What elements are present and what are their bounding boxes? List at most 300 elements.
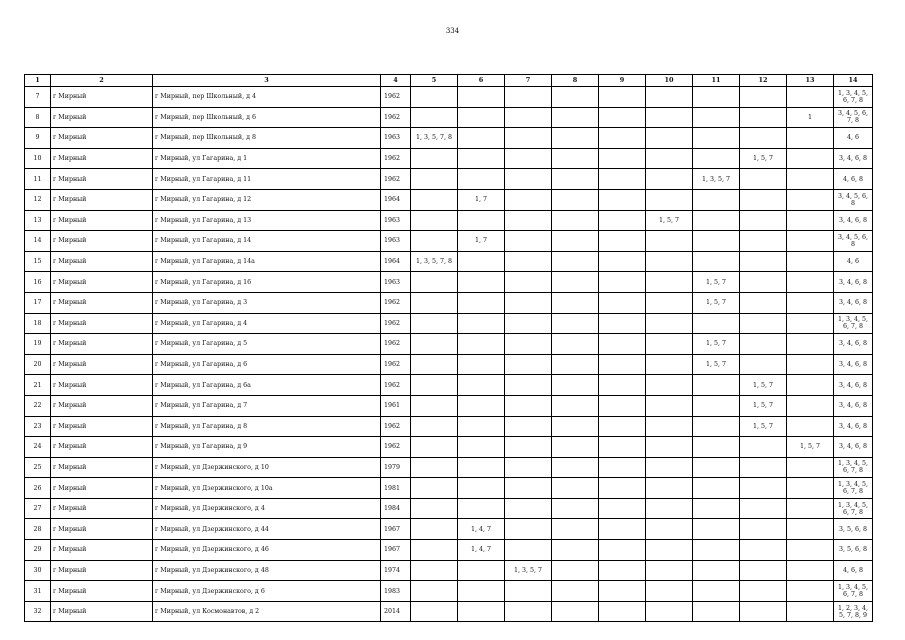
table-cell-col-10 <box>646 457 693 478</box>
table-cell-col-13 <box>787 581 834 602</box>
table-row <box>25 601 873 622</box>
table-cell-col-5 <box>411 416 458 437</box>
table-cell-col-4: 2014 <box>381 601 411 622</box>
table-cell-col-3: г Мирный, пер Школьный, д 6 <box>153 107 381 128</box>
table-cell-col-11 <box>693 395 740 416</box>
table-cell-col-3: г Мирный, ул Дзержинского, д 10а <box>153 478 381 499</box>
table-cell-col-10 <box>646 148 693 169</box>
table-cell-col-5 <box>411 601 458 622</box>
table-cell-col-4: 1962 <box>381 437 411 458</box>
table-row <box>25 313 873 334</box>
table-cell-col-6 <box>458 210 505 231</box>
table-cell-col-3: г Мирный, ул Дзержинского, д 6 <box>153 581 381 602</box>
table-cell-col-2: г Мирный <box>51 272 153 293</box>
table-cell-col-11 <box>693 581 740 602</box>
table-cell-col-10 <box>646 478 693 499</box>
table-cell-col-11 <box>693 189 740 210</box>
table-cell-col-3: г Мирный, ул Гагарина, д 12 <box>153 189 381 210</box>
table-cell-col-9 <box>599 457 646 478</box>
table-cell-col-3: г Мирный, ул Дзержинского, д 44 <box>153 519 381 540</box>
table-cell-col-6 <box>458 169 505 190</box>
table-cell-col-9 <box>599 292 646 313</box>
table-row <box>25 189 873 210</box>
table-cell-col-7 <box>505 87 552 108</box>
table-cell-col-13 <box>787 601 834 622</box>
table-cell-col-10 <box>646 498 693 519</box>
table-cell-col-9 <box>599 354 646 375</box>
table-cell-col-14: 1, 3, 4, 5, 6, 7, 8 <box>834 581 873 602</box>
table-cell-col-2: г Мирный <box>51 210 153 231</box>
table-cell-col-7 <box>505 498 552 519</box>
table-cell-col-8 <box>552 581 599 602</box>
table-cell-col-10 <box>646 272 693 293</box>
table-cell-col-14: 3, 4, 6, 8 <box>834 148 873 169</box>
table-cell-col-8 <box>552 375 599 396</box>
table-cell-col-6 <box>458 107 505 128</box>
page-number: 334 <box>445 27 460 35</box>
table-row <box>25 581 873 602</box>
table-cell-col-11: 1, 5, 7 <box>693 354 740 375</box>
table-cell-col-12 <box>740 560 787 581</box>
table-row <box>25 457 873 478</box>
table-cell-col-8 <box>552 292 599 313</box>
table-cell-col-4: 1964 <box>381 251 411 272</box>
table-cell-col-7 <box>505 601 552 622</box>
table-row <box>25 272 873 293</box>
table-cell-col-8 <box>552 498 599 519</box>
table-cell-col-10 <box>646 169 693 190</box>
table-cell-col-11 <box>693 148 740 169</box>
table-cell-col-2: г Мирный <box>51 601 153 622</box>
table-cell-col-9 <box>599 313 646 334</box>
table-cell-col-4: 1962 <box>381 169 411 190</box>
table-cell-col-11: 1, 3, 5, 7 <box>693 169 740 190</box>
table-cell-col-7 <box>505 210 552 231</box>
table-cell-col-7 <box>505 292 552 313</box>
table-cell-col-8 <box>552 478 599 499</box>
table-cell-col-13 <box>787 189 834 210</box>
table-cell-col-10 <box>646 437 693 458</box>
table-cell-col-1: 17 <box>25 292 51 313</box>
table-cell-col-7 <box>505 169 552 190</box>
table-cell-col-1: 22 <box>25 395 51 416</box>
table-cell-col-1: 11 <box>25 169 51 190</box>
table-cell-col-12 <box>740 128 787 149</box>
table-cell-col-5: 1, 3, 5, 7, 8 <box>411 128 458 149</box>
table-cell-col-3: г Мирный, ул Гагарина, д 6 <box>153 354 381 375</box>
table-cell-col-11 <box>693 560 740 581</box>
table-cell-col-3: г Мирный, ул Дзержинского, д 4 <box>153 498 381 519</box>
table-cell-col-7 <box>505 354 552 375</box>
table-cell-col-2: г Мирный <box>51 87 153 108</box>
table-cell-col-7 <box>505 128 552 149</box>
table-cell-col-4: 1962 <box>381 87 411 108</box>
table-cell-col-14: 1, 3, 4, 5, 6, 7, 8 <box>834 478 873 499</box>
table-cell-col-14: 3, 4, 6, 8 <box>834 354 873 375</box>
table-cell-col-1: 14 <box>25 231 51 252</box>
table-cell-col-11 <box>693 251 740 272</box>
table-cell-col-7 <box>505 581 552 602</box>
table-cell-col-6 <box>458 292 505 313</box>
table-cell-col-14: 4, 6, 8 <box>834 560 873 581</box>
table-cell-col-14: 3, 4, 5, 6, 8 <box>834 189 873 210</box>
table-cell-col-13 <box>787 519 834 540</box>
table-cell-col-9 <box>599 251 646 272</box>
table-cell-col-3: г Мирный, ул Дзержинского, д 10 <box>153 457 381 478</box>
table-cell-col-7 <box>505 148 552 169</box>
table-cell-col-4: 1962 <box>381 354 411 375</box>
table-row <box>25 416 873 437</box>
table-cell-col-3: г Мирный, ул Гагарина, д 1 <box>153 148 381 169</box>
table-cell-col-13 <box>787 210 834 231</box>
table-cell-col-4: 1963 <box>381 272 411 293</box>
table-row <box>25 478 873 499</box>
table-cell-col-2: г Мирный <box>51 478 153 499</box>
table-cell-col-12 <box>740 519 787 540</box>
table-cell-col-13 <box>787 540 834 561</box>
table-cell-col-3: г Мирный, ул Гагарина, д 14 <box>153 231 381 252</box>
table-cell-col-1: 9 <box>25 128 51 149</box>
table-cell-col-5 <box>411 313 458 334</box>
table-cell-col-3: г Мирный, ул Гагарина, д 5 <box>153 334 381 355</box>
table-cell-col-11 <box>693 498 740 519</box>
table-cell-col-7 <box>505 478 552 499</box>
table-cell-col-1: 28 <box>25 519 51 540</box>
column-header-4: 4 <box>381 75 411 87</box>
table-cell-col-4: 1963 <box>381 210 411 231</box>
table-cell-col-4: 1967 <box>381 540 411 561</box>
column-header-12: 12 <box>740 75 787 87</box>
table-cell-col-9 <box>599 540 646 561</box>
table-cell-col-11 <box>693 416 740 437</box>
table-cell-col-8 <box>552 313 599 334</box>
table-cell-col-10 <box>646 251 693 272</box>
table-cell-col-3: г Мирный, ул Гагарина, д 11 <box>153 169 381 190</box>
table-cell-col-4: 1962 <box>381 292 411 313</box>
table-cell-col-2: г Мирный <box>51 581 153 602</box>
table-cell-col-12: 1, 5, 7 <box>740 148 787 169</box>
table-cell-col-3: г Мирный, ул Гагарина, д 3 <box>153 292 381 313</box>
table-cell-col-3: г Мирный, ул Гагарина, д 6а <box>153 375 381 396</box>
table-cell-col-8 <box>552 210 599 231</box>
table-cell-col-4: 1962 <box>381 313 411 334</box>
table-cell-col-8 <box>552 128 599 149</box>
table-cell-col-7 <box>505 375 552 396</box>
table-cell-col-11 <box>693 210 740 231</box>
table-cell-col-5: 1, 3, 5, 7, 8 <box>411 251 458 272</box>
table-cell-col-12 <box>740 107 787 128</box>
table-cell-col-10 <box>646 354 693 375</box>
table-cell-col-1: 19 <box>25 334 51 355</box>
table-cell-col-12 <box>740 437 787 458</box>
table-cell-col-12 <box>740 540 787 561</box>
table-cell-col-6 <box>458 395 505 416</box>
table-cell-col-1: 10 <box>25 148 51 169</box>
table-cell-col-13 <box>787 169 834 190</box>
table-cell-col-8 <box>552 107 599 128</box>
table-cell-col-11 <box>693 540 740 561</box>
table-cell-col-9 <box>599 128 646 149</box>
table-cell-col-1: 18 <box>25 313 51 334</box>
table-cell-col-6 <box>458 457 505 478</box>
table-cell-col-13 <box>787 87 834 108</box>
table-row <box>25 148 873 169</box>
table-cell-col-5 <box>411 189 458 210</box>
table-cell-col-12 <box>740 292 787 313</box>
table-cell-col-1: 8 <box>25 107 51 128</box>
table-cell-col-10 <box>646 334 693 355</box>
table-cell-col-5 <box>411 292 458 313</box>
table-cell-col-7 <box>505 272 552 293</box>
table-row <box>25 251 873 272</box>
table-cell-col-3: г Мирный, ул Гагарина, д 16 <box>153 272 381 293</box>
table-cell-col-7 <box>505 313 552 334</box>
table-cell-col-10 <box>646 416 693 437</box>
table-cell-col-2: г Мирный <box>51 498 153 519</box>
table-row <box>25 87 873 108</box>
table-cell-col-7 <box>505 519 552 540</box>
table-cell-col-14: 1, 2, 3, 4, 5, 7, 8, 9 <box>834 601 873 622</box>
table-cell-col-1: 32 <box>25 601 51 622</box>
table-cell-col-5 <box>411 519 458 540</box>
table-row <box>25 334 873 355</box>
table-cell-col-2: г Мирный <box>51 519 153 540</box>
table-row <box>25 498 873 519</box>
header-row <box>25 75 873 87</box>
table-cell-col-14: 3, 4, 6, 8 <box>834 375 873 396</box>
table-cell-col-12 <box>740 210 787 231</box>
table-cell-col-7 <box>505 251 552 272</box>
table-cell-col-9 <box>599 601 646 622</box>
table-cell-col-4: 1962 <box>381 148 411 169</box>
table-cell-col-9 <box>599 210 646 231</box>
table-cell-col-3: г Мирный, ул Дзержинского, д 48 <box>153 560 381 581</box>
table-cell-col-4: 1962 <box>381 416 411 437</box>
table-cell-col-9 <box>599 416 646 437</box>
column-header-9: 9 <box>599 75 646 87</box>
table-cell-col-4: 1964 <box>381 189 411 210</box>
table-cell-col-13 <box>787 128 834 149</box>
table-row <box>25 231 873 252</box>
table-cell-col-12: 1, 5, 7 <box>740 416 787 437</box>
table-cell-col-13 <box>787 395 834 416</box>
table-cell-col-6: 1, 7 <box>458 189 505 210</box>
table-cell-col-11 <box>693 87 740 108</box>
table-cell-col-5 <box>411 354 458 375</box>
table-cell-col-11 <box>693 231 740 252</box>
table-cell-col-13 <box>787 313 834 334</box>
table-cell-col-6 <box>458 601 505 622</box>
table-cell-col-8 <box>552 601 599 622</box>
table-cell-col-9 <box>599 581 646 602</box>
table-cell-col-8 <box>552 354 599 375</box>
column-header-8: 8 <box>552 75 599 87</box>
table-cell-col-9 <box>599 498 646 519</box>
column-header-6: 6 <box>458 75 505 87</box>
column-header-11: 11 <box>693 75 740 87</box>
table-cell-col-4: 1979 <box>381 457 411 478</box>
table-cell-col-9 <box>599 519 646 540</box>
table-cell-col-5 <box>411 478 458 499</box>
table-cell-col-9 <box>599 334 646 355</box>
table-cell-col-5 <box>411 148 458 169</box>
table-cell-col-9 <box>599 272 646 293</box>
table-cell-col-6 <box>458 498 505 519</box>
table-cell-col-5 <box>411 334 458 355</box>
table-cell-col-1: 12 <box>25 189 51 210</box>
table-cell-col-2: г Мирный <box>51 189 153 210</box>
table-cell-col-10 <box>646 581 693 602</box>
table-cell-col-13 <box>787 498 834 519</box>
table-cell-col-12 <box>740 169 787 190</box>
table-cell-col-1: 16 <box>25 272 51 293</box>
table-row <box>25 437 873 458</box>
table-cell-col-7 <box>505 107 552 128</box>
table-cell-col-2: г Мирный <box>51 251 153 272</box>
table-cell-col-9 <box>599 478 646 499</box>
table-cell-col-13 <box>787 457 834 478</box>
table-cell-col-5 <box>411 375 458 396</box>
table-cell-col-3: г Мирный, ул Гагарина, д 14а <box>153 251 381 272</box>
table-cell-col-5 <box>411 457 458 478</box>
table-cell-col-4: 1963 <box>381 128 411 149</box>
table-cell-col-3: г Мирный, ул Космонавтов, д 2 <box>153 601 381 622</box>
table-cell-col-8 <box>552 416 599 437</box>
table-cell-col-14: 3, 4, 5, 6, 7, 8 <box>834 107 873 128</box>
table-cell-col-6 <box>458 437 505 458</box>
table-cell-col-12 <box>740 272 787 293</box>
table-row <box>25 169 873 190</box>
table-cell-col-1: 21 <box>25 375 51 396</box>
table-cell-col-14: 4, 6 <box>834 251 873 272</box>
table-cell-col-6 <box>458 375 505 396</box>
table-cell-col-8 <box>552 169 599 190</box>
table-cell-col-6 <box>458 334 505 355</box>
table-cell-col-11 <box>693 375 740 396</box>
column-header-2: 2 <box>51 75 153 87</box>
table-cell-col-5 <box>411 560 458 581</box>
table-cell-col-8 <box>552 251 599 272</box>
table-cell-col-14: 3, 4, 6, 8 <box>834 210 873 231</box>
table-cell-col-12: 1, 5, 7 <box>740 375 787 396</box>
table-cell-col-10 <box>646 87 693 108</box>
table-cell-col-12: 1, 5, 7 <box>740 395 787 416</box>
table-cell-col-8 <box>552 272 599 293</box>
table-cell-col-9 <box>599 395 646 416</box>
table-cell-col-9 <box>599 87 646 108</box>
table-cell-col-9 <box>599 231 646 252</box>
table-cell-col-12 <box>740 354 787 375</box>
table-cell-col-6 <box>458 128 505 149</box>
table-cell-col-10 <box>646 560 693 581</box>
table-cell-col-6 <box>458 416 505 437</box>
table-cell-col-6 <box>458 581 505 602</box>
table-cell-col-7 <box>505 395 552 416</box>
table-cell-col-11 <box>693 313 740 334</box>
table-cell-col-11 <box>693 519 740 540</box>
table-cell-col-7 <box>505 416 552 437</box>
table-cell-col-2: г Мирный <box>51 437 153 458</box>
table-cell-col-9 <box>599 375 646 396</box>
table-row <box>25 375 873 396</box>
table-cell-col-6: 1, 4, 7 <box>458 540 505 561</box>
table-cell-col-9 <box>599 560 646 581</box>
table-cell-col-10: 1, 5, 7 <box>646 210 693 231</box>
table-cell-col-9 <box>599 107 646 128</box>
table-cell-col-8 <box>552 148 599 169</box>
table-cell-col-8 <box>552 457 599 478</box>
table-cell-col-5 <box>411 437 458 458</box>
table-cell-col-2: г Мирный <box>51 231 153 252</box>
table-cell-col-3: г Мирный, пер Школьный, д 4 <box>153 87 381 108</box>
table-cell-col-2: г Мирный <box>51 107 153 128</box>
table-cell-col-4: 1974 <box>381 560 411 581</box>
table-cell-col-14: 1, 3, 4, 5, 6, 7, 8 <box>834 498 873 519</box>
table-cell-col-6 <box>458 560 505 581</box>
column-header-10: 10 <box>646 75 693 87</box>
table-cell-col-13 <box>787 251 834 272</box>
table-cell-col-6 <box>458 354 505 375</box>
table-row <box>25 128 873 149</box>
table-cell-col-5 <box>411 272 458 293</box>
table-cell-col-5 <box>411 231 458 252</box>
table-cell-col-5 <box>411 581 458 602</box>
table-cell-col-10 <box>646 540 693 561</box>
table-cell-col-10 <box>646 519 693 540</box>
table-cell-col-11 <box>693 457 740 478</box>
table-cell-col-5 <box>411 169 458 190</box>
table-cell-col-8 <box>552 231 599 252</box>
table-cell-col-7: 1, 3, 5, 7 <box>505 560 552 581</box>
table-cell-col-3: г Мирный, ул Гагарина, д 13 <box>153 210 381 231</box>
table-cell-col-3: г Мирный, ул Дзержинского, д 46 <box>153 540 381 561</box>
table-cell-col-7 <box>505 231 552 252</box>
column-header-1: 1 <box>25 75 51 87</box>
data-table <box>24 74 873 622</box>
table-row <box>25 519 873 540</box>
table-cell-col-4: 1984 <box>381 498 411 519</box>
table-cell-col-4: 1962 <box>381 334 411 355</box>
table-cell-col-12 <box>740 601 787 622</box>
table-cell-col-13 <box>787 560 834 581</box>
table-cell-col-6 <box>458 87 505 108</box>
table-cell-col-7 <box>505 189 552 210</box>
table-cell-col-6 <box>458 251 505 272</box>
table-cell-col-12 <box>740 87 787 108</box>
table-cell-col-2: г Мирный <box>51 313 153 334</box>
table-cell-col-11 <box>693 601 740 622</box>
table-cell-col-3: г Мирный, ул Гагарина, д 7 <box>153 395 381 416</box>
table-row <box>25 540 873 561</box>
table-cell-col-9 <box>599 437 646 458</box>
table-cell-col-5 <box>411 87 458 108</box>
table-cell-col-8 <box>552 540 599 561</box>
column-header-5: 5 <box>411 75 458 87</box>
table-cell-col-11 <box>693 128 740 149</box>
table-cell-col-7 <box>505 457 552 478</box>
table-cell-col-7 <box>505 540 552 561</box>
table-cell-col-12 <box>740 498 787 519</box>
table-cell-col-10 <box>646 292 693 313</box>
table-cell-col-5 <box>411 395 458 416</box>
table-cell-col-2: г Мирный <box>51 395 153 416</box>
table-cell-col-14: 4, 6 <box>834 128 873 149</box>
table-cell-col-8 <box>552 189 599 210</box>
table-cell-col-9 <box>599 189 646 210</box>
column-header-13: 13 <box>787 75 834 87</box>
table-cell-col-13 <box>787 148 834 169</box>
table-cell-col-4: 1962 <box>381 375 411 396</box>
